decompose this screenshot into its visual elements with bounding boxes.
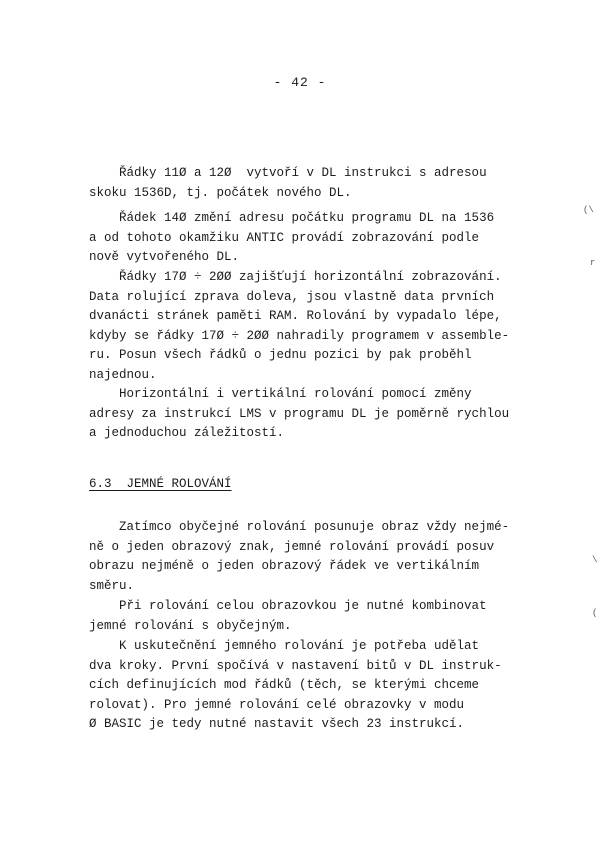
- margin-mark: (\: [583, 205, 594, 215]
- margin-mark: (: [592, 608, 598, 618]
- paragraph-row-140: Řádek 14Ø změní adresu počátku programu DL na 1536 a od tohoto okamžiku ANTIC provádí zobrazování podle nově vytvořeného DL.: [89, 211, 495, 264]
- page-number: - 42 -: [273, 75, 327, 90]
- paragraph-rows-170-200: Řádky 17Ø ÷ 2ØØ zajišťují horizontální zobrazování. Data rolující zprava doleva, jsou vlastně data prvních dvanácti stránek paměti RAM. Rolování by vypadalo lépe, kdyby se řádky 17Ø ÷ 2ØØ nahradily programem v assemble- ru. Posun všech řádků o jednu pozici by pak proběhl najednou.: [89, 270, 510, 382]
- section-heading: 6.3 JEMNÉ ROLOVÁNÍ: [89, 477, 232, 491]
- paragraph-fine-scrolling-steps: K uskutečnění jemného rolování je potřeba udělat dva kroky. První spočívá v nastavení bitů v DL instruk- cích definujících mod řádků (těch, se kterými chceme rolovat). Pro jemné rolování celé obrazovky v modu Ø BASIC je tedy nutné nastavit všech 23 instrukcí.: [89, 639, 502, 731]
- paragraph-fine-scrolling-intro: Zatímco obyčejné rolování posunuje obraz vždy nejmé- ně o jeden obrazový znak, jemné rolování provádí posuv obrazu nejméně o jeden obrazový řádek ve vertikálním směru.: [89, 520, 510, 593]
- paragraph-rows-110-120: Řádky 11Ø a 12Ø vytvoří v DL instrukci s adresou skoku 1536D, tj. počátek nového DL.: [89, 166, 487, 200]
- margin-mark: r: [590, 258, 596, 268]
- paragraph-full-screen-scrolling: Při rolování celou obrazovkou je nutné kombinovat jemné rolování s obyčejným.: [89, 599, 487, 633]
- margin-mark: \: [592, 555, 598, 565]
- paragraph-horizontal-vertical-scrolling: Horizontální i vertikální rolování pomocí změny adresy za instrukcí LMS v programu DL je poměrně rychlou a jednoduchou záležitostí.: [89, 387, 510, 440]
